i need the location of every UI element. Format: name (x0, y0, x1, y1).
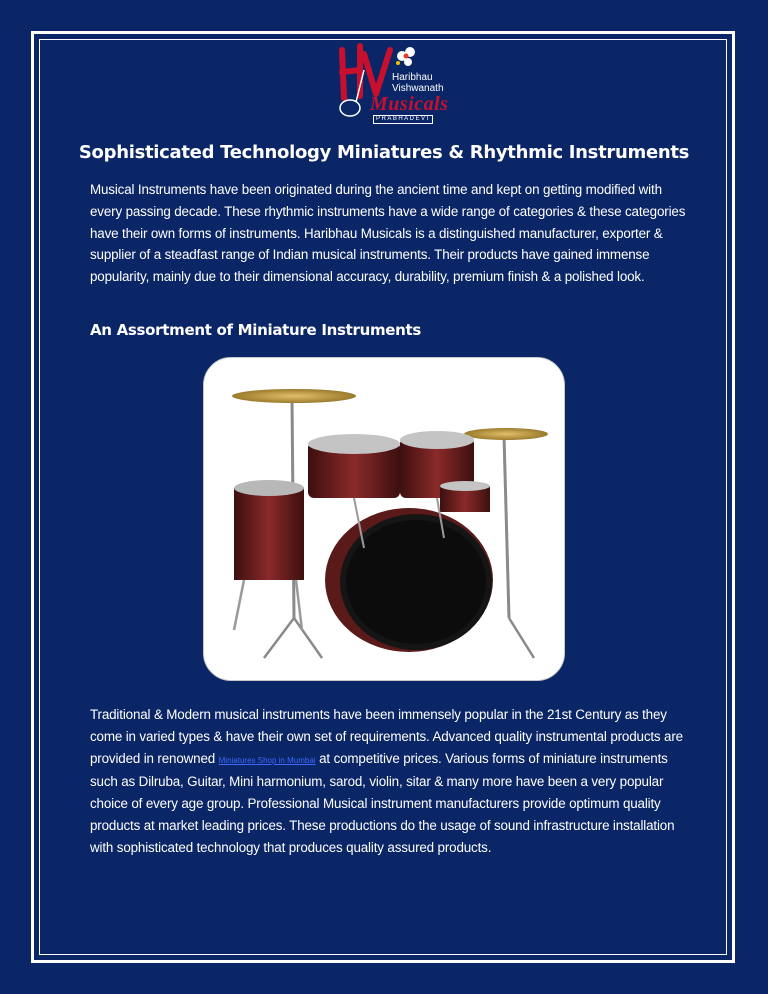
body-text-after-link: at competitive prices. Various forms of miniature instruments such as Dilruba, Guitar, Mini harmonium, sarod, violin, sitar & many more have been a very popular choice of every age group. Professional Musical instrument manufacturers provide optimum quality products at market leading prices. These productions do the usage of sound infrastructure installation with sophisticated technology that produces quality assured products. (90, 750, 675, 855)
logo-name-lines (392, 72, 444, 94)
drum-kit-illustration (204, 358, 564, 680)
logo-wordmark: Musicals (370, 93, 449, 115)
body-paragraph (90, 704, 690, 859)
logo-line1: Haribhau (392, 72, 433, 83)
miniatures-shop-link[interactable]: Miniatures Shop in Mumbai (218, 755, 316, 765)
logo-subtitle: PRABHADEVI (373, 115, 433, 124)
intro-paragraph: Musical Instruments have been originated during the ancient time and kept on getting modified with every passing decade. These rhythmic instruments have a wide range of categories & these categories have their own forms of instruments. Haribhau Musicals is a distinguished manufacturer, exporter & supplier of a steadfast range of Indian musical instruments. Their products have gained immense popularity, mainly due to their dimensional accuracy, durability, premium finish & a polished look. (90, 182, 686, 285)
logo-line2: Vishwanath (392, 83, 444, 94)
section-heading: An Assortment of Miniature Instruments (90, 321, 422, 339)
drum-kit-photo (203, 357, 565, 681)
page-title: Sophisticated Technology Miniatures & Rhythmic Instruments (78, 142, 690, 163)
body-text-before-link: Traditional & Modern musical instruments have been immensely popular in the 21st Century as they come in varied types & have their own set of requirements. Advanced quality instrumental products are provided in renowned (90, 707, 683, 766)
